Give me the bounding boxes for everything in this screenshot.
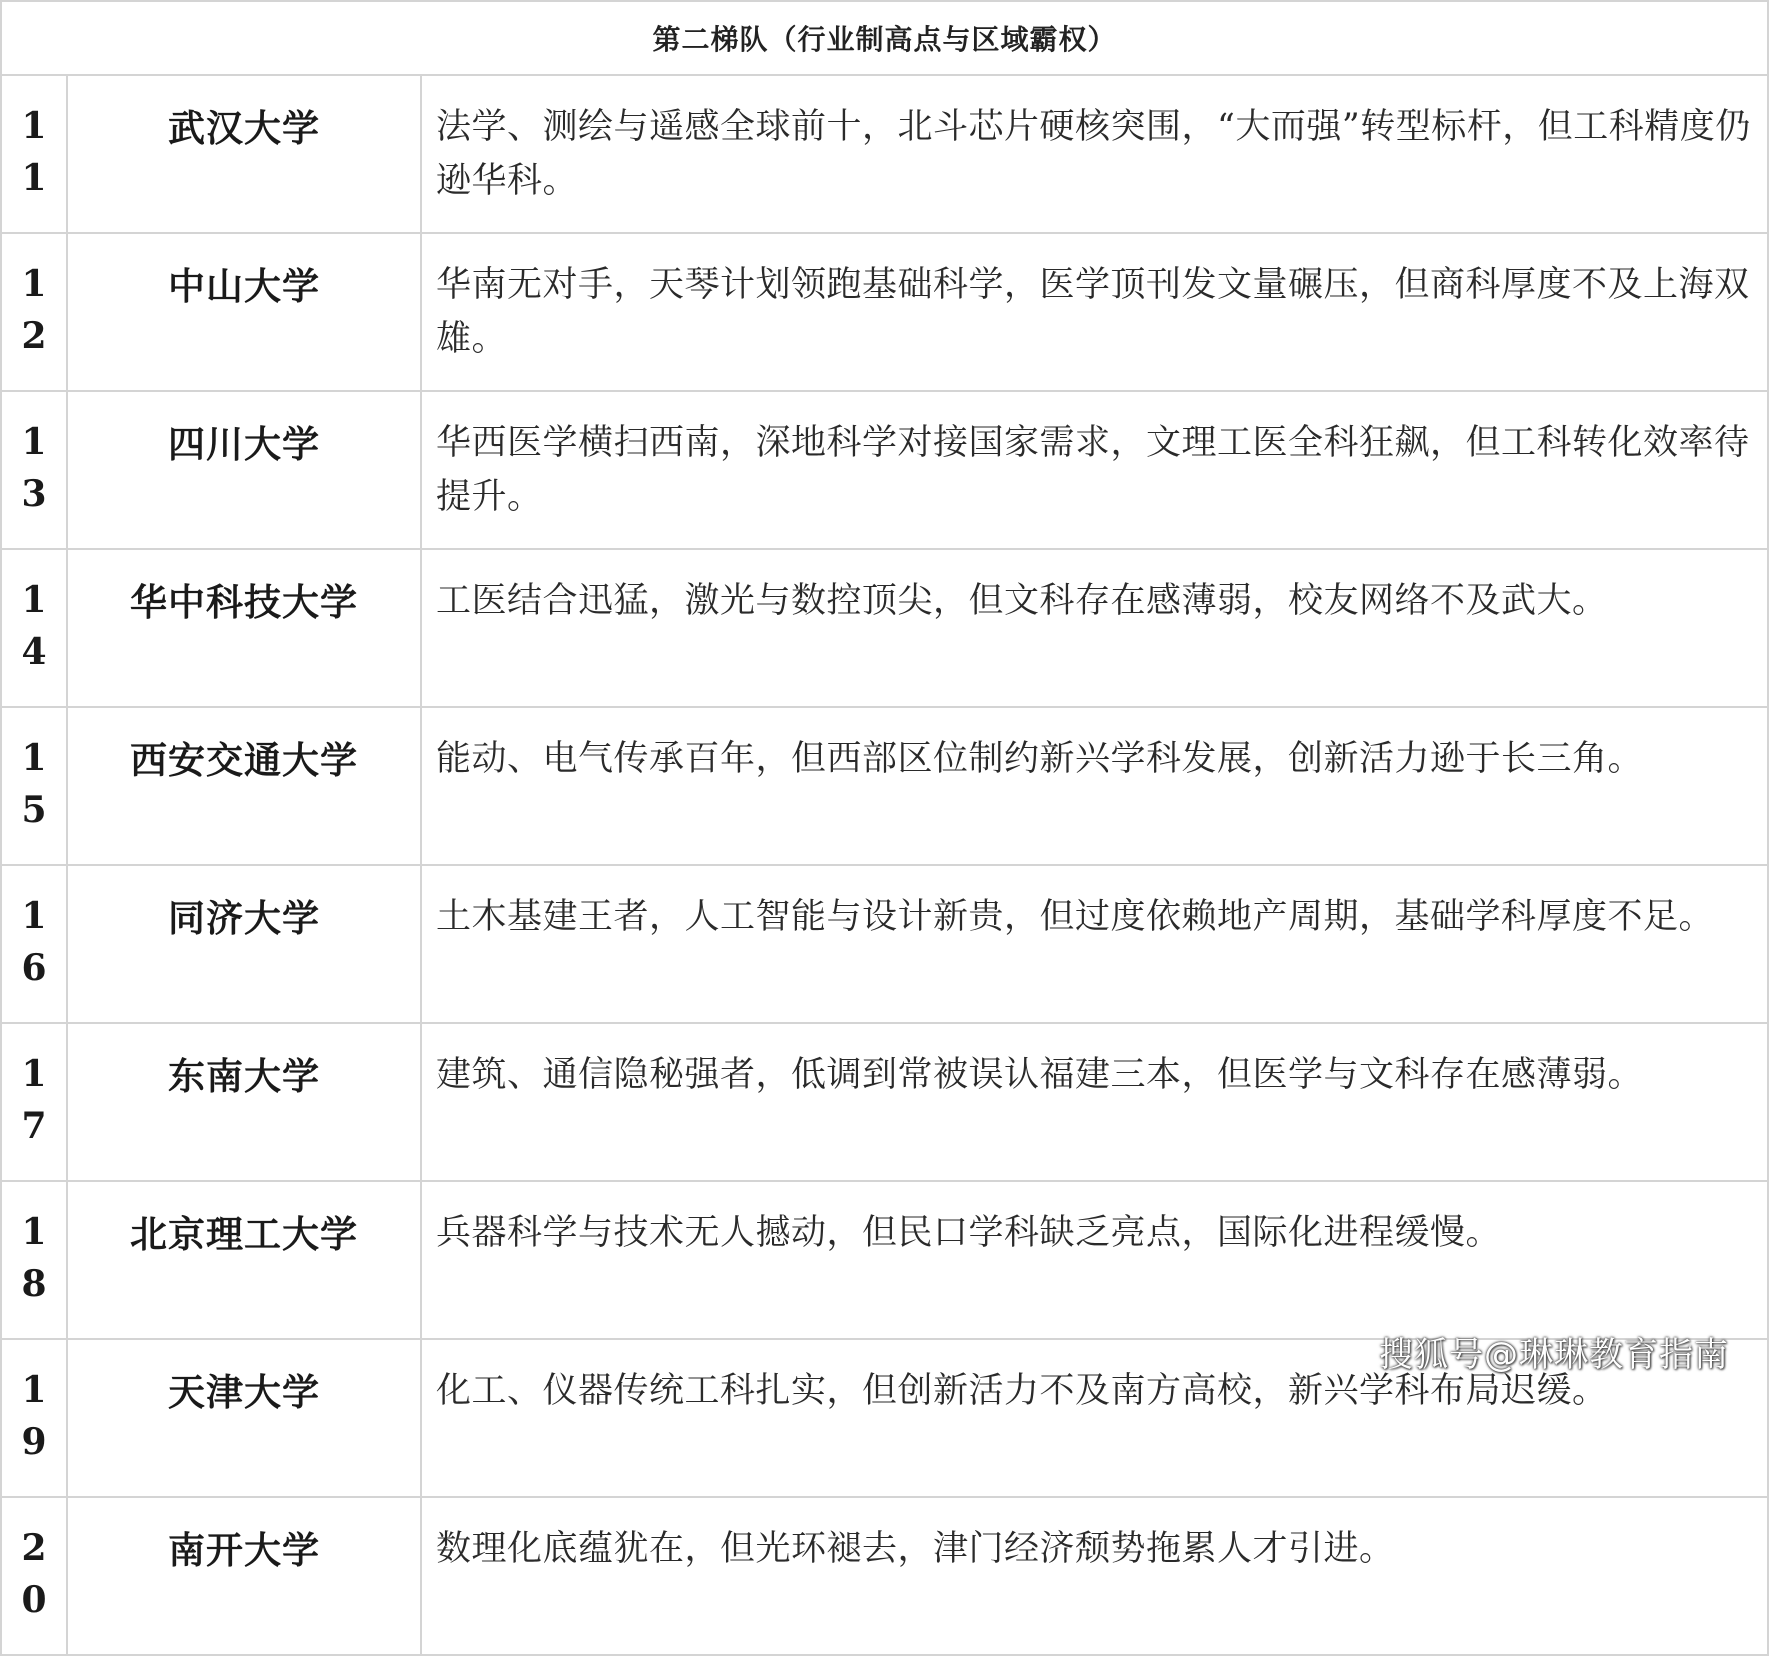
rank-digit: 1: [21, 105, 47, 147]
rank-digit: 3: [21, 473, 47, 515]
university-name: 东南大学: [67, 1023, 421, 1181]
rank-digit: 1: [21, 1369, 47, 1411]
rank-number: [1, 391, 67, 549]
rank-digit: 1: [21, 737, 47, 779]
table-row: [1, 1023, 1768, 1181]
rank-digit: 0: [21, 1579, 47, 1621]
university-name: 北京理工大学: [67, 1181, 421, 1339]
university-description: 工医结合迅猛，激光与数控顶尖，但文科存在感薄弱，校友网络不及武大。: [421, 549, 1768, 707]
university-description: 法学、测绘与遥感全球前十，北斗芯片硬核突围，“大而强”转型标杆，但工科精度仍逊华科。: [421, 75, 1768, 233]
rank-digit: 1: [21, 1053, 47, 1095]
university-description: 建筑、通信隐秘强者，低调到常被误认福建三本，但医学与文科存在感薄弱。: [421, 1023, 1768, 1181]
university-description: 华南无对手，天琴计划领跑基础科学，医学顶刊发文量碾压，但商科厚度不及上海双雄。: [421, 233, 1768, 391]
table-title: 第二梯队（行业制高点与区域霸权）: [1, 1, 1768, 75]
table-row: [1, 549, 1768, 707]
rank-digit: 1: [21, 579, 47, 621]
university-name: 武汉大学: [67, 75, 421, 233]
university-name: 中山大学: [67, 233, 421, 391]
university-name: 四川大学: [67, 391, 421, 549]
rank-digit: 8: [21, 1263, 47, 1305]
university-name: 华中科技大学: [67, 549, 421, 707]
university-name: 西安交通大学: [67, 707, 421, 865]
university-description: 土木基建王者，人工智能与设计新贵，但过度依赖地产周期，基础学科厚度不足。: [421, 865, 1768, 1023]
rank-digit: 2: [21, 315, 47, 357]
rank-digit: 2: [21, 1527, 47, 1569]
university-name: 天津大学: [67, 1339, 421, 1497]
rank-digit: 1: [21, 263, 47, 305]
table-row: [1, 1181, 1768, 1339]
rank-number: [1, 1181, 67, 1339]
university-name: 同济大学: [67, 865, 421, 1023]
university-description: 兵器科学与技术无人撼动，但民口学科缺乏亮点，国际化进程缓慢。: [421, 1181, 1768, 1339]
university-name: 南开大学: [67, 1497, 421, 1655]
university-description: 化工、仪器传统工科扎实，但创新活力不及南方高校，新兴学科布局迟缓。: [421, 1339, 1768, 1497]
rank-number: [1, 707, 67, 865]
rank-digit: 1: [21, 421, 47, 463]
table-row: [1, 233, 1768, 391]
table-row: [1, 1497, 1768, 1655]
rank-number: [1, 75, 67, 233]
rank-number: [1, 233, 67, 391]
rank-digit: 6: [21, 947, 47, 989]
table-row: [1, 391, 1768, 549]
university-description: 华西医学横扫西南，深地科学对接国家需求，文理工医全科狂飙，但工科转化效率待提升。: [421, 391, 1768, 549]
table-row: [1, 75, 1768, 233]
table-header-row: [1, 1, 1768, 75]
rank-digit: 9: [21, 1421, 47, 1463]
university-description: 能动、电气传承百年，但西部区位制约新兴学科发展，创新活力逊于长三角。: [421, 707, 1768, 865]
rank-digit: 7: [21, 1105, 47, 1147]
rank-digit: 1: [21, 157, 47, 199]
rank-digit: 5: [21, 789, 47, 831]
rank-number: [1, 1497, 67, 1655]
rank-number: [1, 865, 67, 1023]
rank-number: [1, 549, 67, 707]
table-row: [1, 707, 1768, 865]
rank-digit: 1: [21, 1211, 47, 1253]
rank-digit: 1: [21, 895, 47, 937]
rank-number: [1, 1023, 67, 1181]
university-description: 数理化底蕴犹在，但光环褪去，津门经济颓势拖累人才引进。: [421, 1497, 1768, 1655]
watermark: 搜狐号@琳琳教育指南: [1379, 1335, 1729, 1375]
table-row: [1, 865, 1768, 1023]
rank-number: [1, 1339, 67, 1497]
rank-digit: 4: [21, 631, 47, 673]
